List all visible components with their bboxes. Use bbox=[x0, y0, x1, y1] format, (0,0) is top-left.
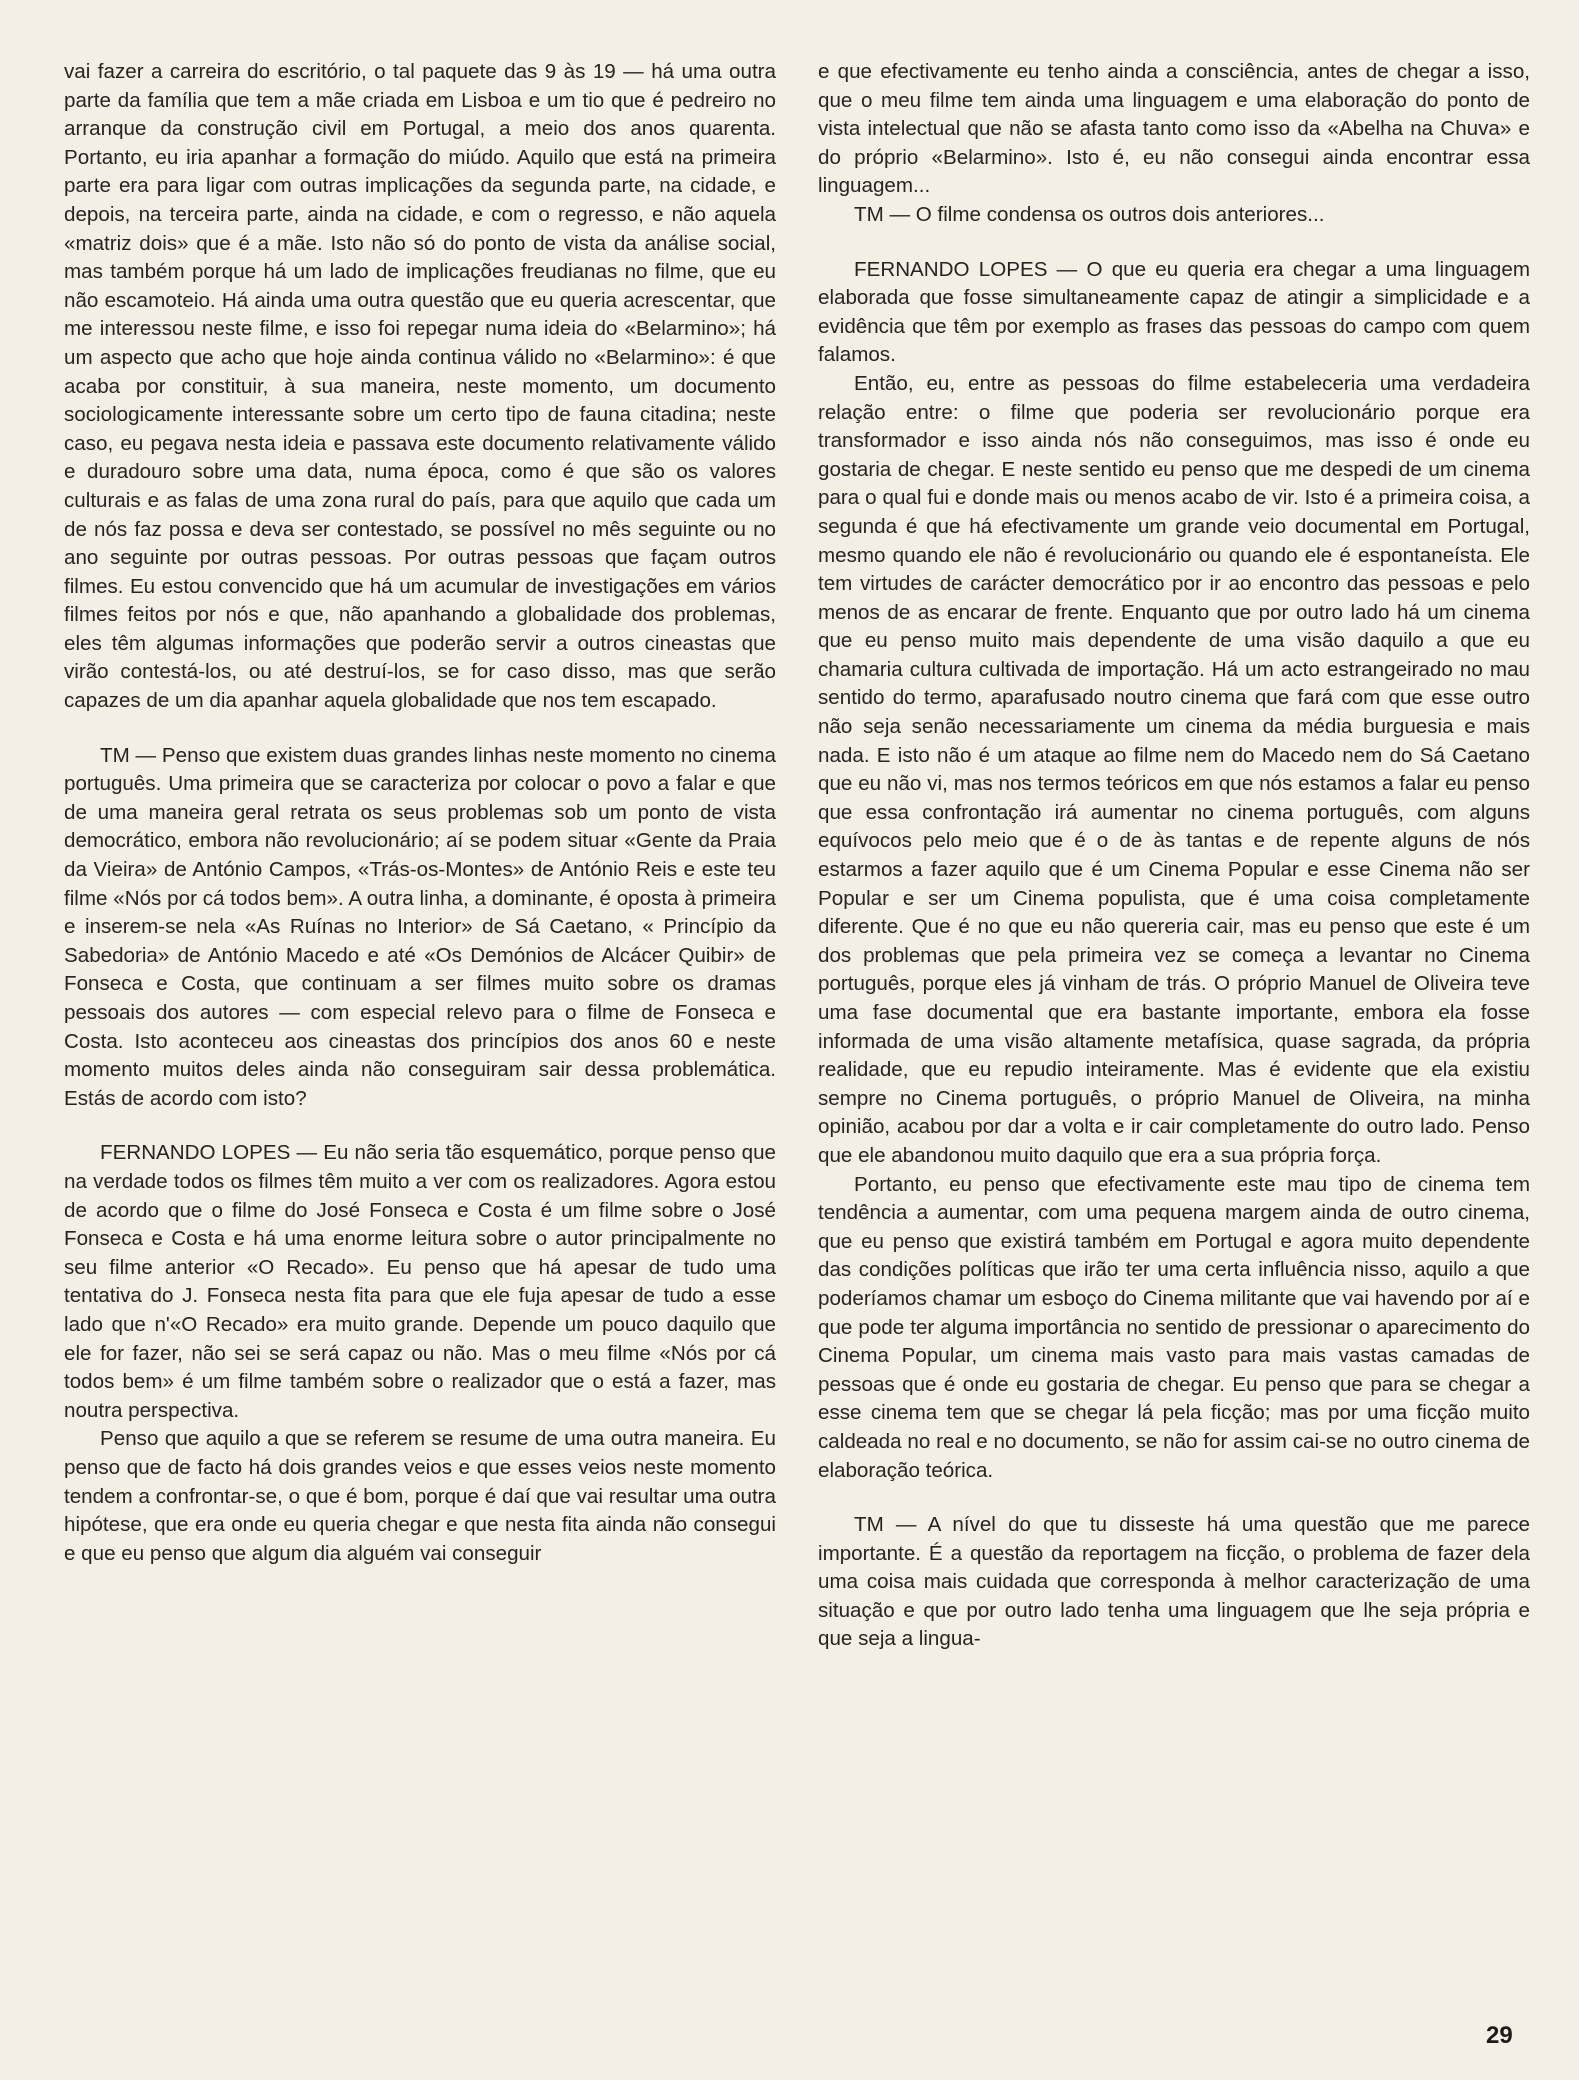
interviewer-question: TM — Penso que existem duas grandes linhas neste momento no cinema português. Uma primeira que se caracteriza por colocar o povo a falar e que de uma maneira geral retrata os seus problemas sob um ponto de vista democrático, embora não revolucionário; aí se podem situar «Gente da Praia da Vieira» de António Campos, «Trás-os-Montes» de António Reis e este teu filme «Nós por cá todos bem». A outra linha, a dominante, é oposta à primeira e inserem-se nela «As Ruínas no Interior» de Sá Caetano, « Princípio da Sabedoria» de António Macedo e até «Os Demónios de Alcácer Quibir» de Fonseca e Costa, que continuam a ser filmes muito sobre os dramas pessoais dos autores — com especial relevo para o filme de Fonseca e Costa. Isto aconteceu aos cineastas dos princípios dos anos 60 e neste momento muitos deles ainda não conseguiram sair dessa problemática. Estás de acordo com isto? bbox=[64, 743, 776, 1110]
left-column bbox=[64, 58, 776, 1568]
paragraph: Então, eu, entre as pessoas do filme estabeleceria uma verdadeira relação entre: o filme que poderia ser revolucionário porque era transformador e isso ainda nós não conseguimos, mas isso é onde eu gostaria de chegar. E neste sentido eu penso que me despedi de um cinema para o qual fui e donde mais ou menos acabo de vir. Isto é a primeira coisa, a segunda é que há efectivamente um grande veio documental em Portugal, mesmo quando ele não é revolucionário ou quando ele é espontaneísta. Ele tem virtudes de carácter democrático por ir ao encontro das pessoas e pelo menos de as encarar de frente. Enquanto que por outro lado há um cinema que eu penso muito mais dependente de uma visão daquilo a que eu chamaria cultura cultivada de importação. Há um acto estrangeirado no mau sentido do termo, aparafusado noutro cinema que fará com que esse outro não seja senão necessariamente um cinema da média burguesia e mais nada. E isto não é um ataque ao filme nem do Macedo nem do Sá Caetano que eu não vi, mas nos termos teóricos em que nós estamos a falar eu penso que essa confrontação irá aumentar no cinema português, com alguns equívocos pelo meio que é o de às tantas e de repente alguns de nós estarmos a fazer aquilo que é um Cinema Popular e esse Cinema não ser Popular e ser um Cinema populista, que é uma coisa completamente diferente. Que é no que eu não quereria cair, mas eu penso que este é um dos problemas que pela primeira vez se começa a levantar no Cinema português, porque eles já vinham de trás. O próprio Manuel de Oliveira teve uma fase documental que era bastante importante, embora ela fosse informada de uma visão altamente metafísica, quase sagrada, da própria realidade, que eu repudio inteiramente. Mas é evidente que ela existiu sempre no Cinema português, o próprio Manuel de Oliveira, na minha opinião, acabou por dar a volta e ir cair completamente do outro lado. Penso que ele abandonou muito daquilo que era a sua própria força. bbox=[818, 371, 1530, 1167]
paragraph: Penso que aquilo a que se referem se resume de uma outra maneira. Eu penso que de facto há dois grandes veios e que esses veios neste momento tendem a confrontar-se, o que é bom, porque é daí que vai resultar uma outra hipótese, que era onde eu queria chegar e que nesta fita ainda não consegui e que eu penso que algum dia alguém vai conseguir bbox=[64, 1427, 776, 1565]
interviewee-answer: FERNANDO LOPES — Eu não seria tão esquemático, porque penso que na verdade todos os filmes têm muito a ver com os realizadores. Agora estou de acordo que o filme do José Fonseca e Costa é um filme sobre o José Fonseca e Costa e há uma enorme leitura sobre o autor principalmente no seu filme anterior «O Recado». Eu penso que há apesar de tudo uma tentativa do J. Fonseca nesta fita para que ele fuja apesar de tudo a esse lado que n'«O Recado» era muito grande. Depende um pouco daquilo que ele for fazer, não sei se será capaz ou não. Mas o meu filme «Nós por cá todos bem» é um filme também sobre o realizador que o está a fazer, mas noutra perspectiva. bbox=[64, 1141, 776, 1422]
interviewee-answer: FERNANDO LOPES — O que eu queria era chegar a uma linguagem elaborada que fosse simultaneamente capaz de atingir a simplicidade e a evidência que têm por exemplo as frases das pessoas do campo com quem falamos. bbox=[818, 257, 1530, 367]
paragraph: vai fazer a carreira do escritório, o tal paquete das 9 às 19 — há uma outra parte da família que tem a mãe criada em Lisboa e um tio que é pedreiro no arranque da construção civil em Portugal, a meio dos anos quarenta. Portanto, eu iria apanhar a formação do miúdo. Aquilo que está na primeira parte era para ligar com outras implicações da segunda parte, na cidade, e depois, na terceira parte, ainda na cidade, e com o regresso, e não aquela «matriz dois» que é a mãe. Isto não só do ponto de vista da análise social, mas também porque há um lado de implicações freudianas no filme, que eu não escamoteio. Há ainda uma outra questão que eu queria acrescentar, que me interessou neste filme, e isso foi repegar numa ideia do «Belarmino»; há um aspecto que acho que hoje ainda continua válido no «Belarmino»: é que acaba por constituir, à sua maneira, neste momento, um documento sociologicamente interessante sobre um certo tipo de fauna citadina; neste caso, eu pegava nesta ideia e passava este documento relativamente válido e duradouro sobre uma data, numa época, como é que são os valores culturais e as falas de uma zona rural do país, para que aquilo que cada um de nós faz possa e deva ser contestado, se possível no mês seguinte ou no ano seguinte por outras pessoas. Por outras pessoas que façam outros filmes. Eu estou convencido que há um acumular de investigações em vários filmes feitos por nós e que, não apanhando a globalidade dos problemas, eles têm algumas informações que poderão servir a outros cineastas que virão contestá-los, ou até destruí-los, se for caso disso, mas que serão capazes de um dia apanhar aquela globalidade que nos tem escapado. bbox=[64, 60, 776, 713]
right-column bbox=[818, 58, 1530, 1654]
paragraph: e que efectivamente eu tenho ainda a consciência, antes de chegar a isso, que o meu filme tem ainda uma linguagem e uma elaboração do ponto de vista intelectual que não se afasta tanto como isso da «Abelha na Chuva» e do próprio «Belarmino». Isto é, eu não consegui ainda encontrar essa linguagem... bbox=[818, 60, 1530, 198]
paragraph: Portanto, eu penso que efectivamente este mau tipo de cinema tem tendência a aumentar, com uma pequena margem ainda de outro cinema, que eu penso que existirá também em Portugal e agora muito dependente das condições políticas que irão ter uma certa influência nisso, aquilo a que poderíamos chamar um esboço do Cinema militante que vai havendo por aí e que pode ter alguma importância no sentido de pressionar o aparecimento do Cinema Popular, um cinema mais vasto para mais vastas camadas de pessoas que é onde eu gostaria de chegar. Eu penso que para se chegar a esse cinema tem que se chegar lá pela ficção; mas por uma ficção muito caldeada no real e no documento, se não for assim cai-se no outro cinema de elaboração teórica. bbox=[818, 1172, 1530, 1482]
interviewer-question: TM — A nível do que tu disseste há uma questão que me parece importante. É a questão da reportagem na ficção, o problema de fazer dela uma coisa mais cuidada que corresponda à melhor caracterização de uma situação e que por outro lado tenha uma linguagem que lhe seja própria e que seja a lingua- bbox=[818, 1513, 1530, 1651]
page-number: 29 bbox=[1486, 2022, 1513, 2049]
interviewer-question: TM — O filme condensa os outros dois anteriores... bbox=[854, 202, 1325, 226]
